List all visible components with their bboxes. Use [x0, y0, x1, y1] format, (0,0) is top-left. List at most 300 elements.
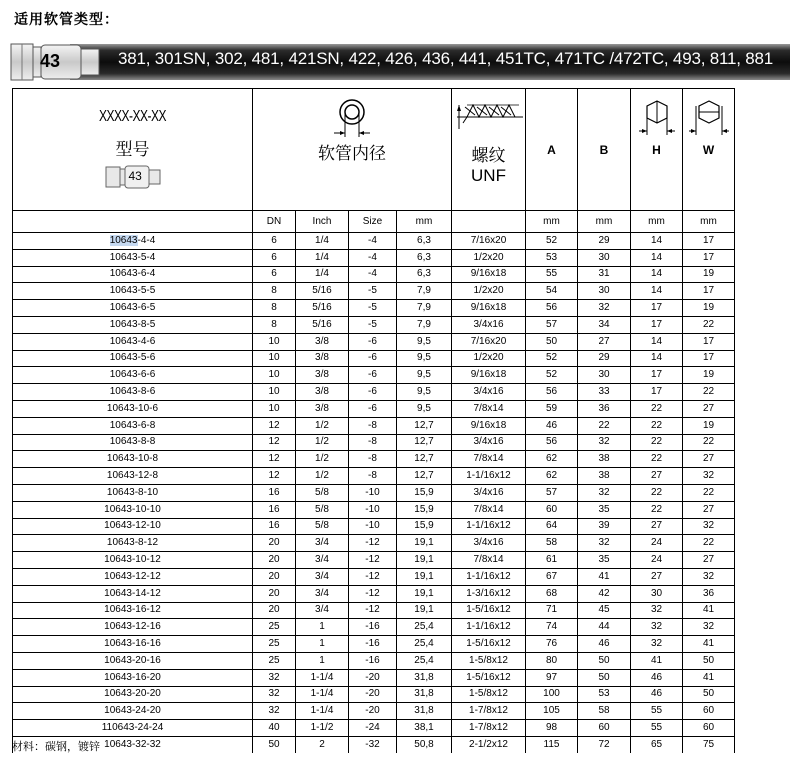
cell-dn: 8: [253, 300, 296, 317]
cell-h-mm: 55: [631, 720, 683, 737]
cell-size: -5: [349, 283, 397, 300]
unit-size: Size: [349, 211, 397, 233]
col-w-label: W: [702, 143, 715, 157]
cell-mm: 19,1: [397, 568, 452, 585]
cell-dn: 25: [253, 619, 296, 636]
cell-thread: 1-3/16x12: [452, 585, 526, 602]
cell-mm: 6,3: [397, 266, 452, 283]
cell-h-mm: 14: [631, 283, 683, 300]
cell-mm: 9,5: [397, 384, 452, 401]
cell-part-number: 10643-12-12: [13, 568, 253, 585]
cell-thread: 2-1/2x12: [452, 736, 526, 752]
cell-inch: 5/16: [296, 283, 349, 300]
cell-h-mm: 46: [631, 669, 683, 686]
cell-h-mm: 22: [631, 484, 683, 501]
cell-inch: 3/4: [296, 535, 349, 552]
cell-inch: 1-1/4: [296, 669, 349, 686]
cell-mm: 19,1: [397, 602, 452, 619]
cell-size: -24: [349, 720, 397, 737]
cell-inch: 2: [296, 736, 349, 752]
cell-a-mm: 60: [526, 501, 578, 518]
unit-b-mm: mm: [578, 211, 631, 233]
cell-h-mm: 22: [631, 417, 683, 434]
cell-inch: 3/8: [296, 367, 349, 384]
part-icon-label: 43: [128, 169, 142, 183]
cell-thread: 1-5/16x12: [452, 636, 526, 653]
cell-inch: 3/4: [296, 552, 349, 569]
cell-dn: 10: [253, 384, 296, 401]
cell-dn: 16: [253, 501, 296, 518]
table-row: [13, 686, 735, 703]
table-row: [13, 619, 735, 636]
cell-a-mm: 56: [526, 434, 578, 451]
cell-h-mm: 65: [631, 736, 683, 752]
cell-part-number: 10643-12-16: [13, 619, 253, 636]
cell-w-mm: 27: [683, 400, 735, 417]
cell-dn: 40: [253, 720, 296, 737]
table-row: [13, 249, 735, 266]
cell-dn: 32: [253, 686, 296, 703]
unit-dn: DN: [253, 211, 296, 233]
cell-mm: 19,1: [397, 535, 452, 552]
cell-thread: 1-7/8x12: [452, 703, 526, 720]
cell-a-mm: 54: [526, 283, 578, 300]
cell-part-number: 10643-5-5: [13, 283, 253, 300]
cell-part-number: 10643-8-8: [13, 434, 253, 451]
cell-mm: 25,4: [397, 619, 452, 636]
cell-part-number: 10643-32-32: [13, 736, 253, 752]
cell-thread: 7/8x14: [452, 400, 526, 417]
cell-mm: 25,4: [397, 652, 452, 669]
cell-inch: 5/16: [296, 300, 349, 317]
col-b-label: B: [599, 142, 609, 157]
part-label: 型号: [115, 140, 150, 159]
cell-mm: 7,9: [397, 300, 452, 317]
cell-mm: 15,9: [397, 501, 452, 518]
table-row: [13, 703, 735, 720]
cell-thread: 7/8x14: [452, 451, 526, 468]
cell-b-mm: 50: [578, 652, 631, 669]
cell-inch: 1/4: [296, 249, 349, 266]
cell-inch: 3/4: [296, 568, 349, 585]
cell-part-number-rest: -4-4: [137, 234, 156, 246]
cell-size: -16: [349, 652, 397, 669]
table-row: [13, 720, 735, 737]
header-part: [13, 89, 253, 211]
cell-h-mm: 24: [631, 552, 683, 569]
part-code: XXXX-XX-XX: [98, 106, 167, 126]
cell-size: -32: [349, 736, 397, 752]
cell-dn: 25: [253, 636, 296, 653]
cell-thread: 9/16x18: [452, 417, 526, 434]
cell-dn: 10: [253, 400, 296, 417]
cell-b-mm: 58: [578, 703, 631, 720]
cell-dn: 12: [253, 417, 296, 434]
cell-w-mm: 32: [683, 568, 735, 585]
cell-size: -8: [349, 451, 397, 468]
cell-size: -8: [349, 417, 397, 434]
cell-a-mm: 50: [526, 333, 578, 350]
cell-thread: 3/4x16: [452, 484, 526, 501]
cell-part-number: 10643-14-12: [13, 585, 253, 602]
table-row: [13, 669, 735, 686]
cell-h-mm: 14: [631, 333, 683, 350]
cell-b-mm: 35: [578, 552, 631, 569]
table-row: [13, 316, 735, 333]
cell-inch: 5/8: [296, 484, 349, 501]
table-row: [13, 652, 735, 669]
table-row: [13, 333, 735, 350]
cell-thread: 7/16x20: [452, 233, 526, 250]
unit-mm: mm: [397, 211, 452, 233]
cell-mm: 9,5: [397, 367, 452, 384]
cell-a-mm: 53: [526, 249, 578, 266]
cell-size: -8: [349, 468, 397, 485]
cell-thread: 1-1/16x12: [452, 568, 526, 585]
cell-inch: 5/8: [296, 518, 349, 535]
cell-inch: 3/8: [296, 384, 349, 401]
cell-dn: 25: [253, 652, 296, 669]
cell-a-mm: 76: [526, 636, 578, 653]
cell-mm: 12,7: [397, 417, 452, 434]
fitting-spec-table: [12, 88, 735, 753]
cell-dn: 20: [253, 568, 296, 585]
cell-h-mm: 22: [631, 451, 683, 468]
table-row: [13, 468, 735, 485]
cell-b-mm: 45: [578, 602, 631, 619]
cell-b-mm: 53: [578, 686, 631, 703]
spec-rows: [13, 233, 735, 753]
cell-b-mm: 46: [578, 636, 631, 653]
cell-a-mm: 115: [526, 736, 578, 752]
cell-thread: 1/2x20: [452, 350, 526, 367]
cell-inch: 1: [296, 636, 349, 653]
cell-mm: 7,9: [397, 283, 452, 300]
cell-size: -4: [349, 233, 397, 250]
cell-dn: 20: [253, 535, 296, 552]
cell-w-mm: 19: [683, 417, 735, 434]
cell-b-mm: 30: [578, 249, 631, 266]
cell-w-mm: 19: [683, 367, 735, 384]
cell-inch: 3/8: [296, 333, 349, 350]
selected-text: 10643: [109, 234, 138, 246]
page-title: 适用软管类型：: [14, 12, 119, 28]
table-row: [13, 585, 735, 602]
cell-w-mm: 50: [683, 686, 735, 703]
unit-part-blank: [13, 211, 253, 233]
cell-thread: 1-5/16x12: [452, 602, 526, 619]
cell-thread: 1-7/8x12: [452, 720, 526, 737]
cell-thread: 3/4x16: [452, 434, 526, 451]
cell-a-mm: 105: [526, 703, 578, 720]
cell-mm: 6,3: [397, 233, 452, 250]
cell-dn: 8: [253, 316, 296, 333]
cell-w-mm: 22: [683, 535, 735, 552]
cell-b-mm: 32: [578, 434, 631, 451]
cell-w-mm: 17: [683, 333, 735, 350]
cell-size: -12: [349, 602, 397, 619]
table-row: [13, 350, 735, 367]
cell-part-number: 10643-10-8: [13, 451, 253, 468]
cell-inch: 1/4: [296, 233, 349, 250]
table-row: [13, 518, 735, 535]
cell-mm: 25,4: [397, 636, 452, 653]
cell-b-mm: 60: [578, 720, 631, 737]
cell-a-mm: 67: [526, 568, 578, 585]
table-row: [13, 636, 735, 653]
cell-dn: 20: [253, 585, 296, 602]
cell-mm: 9,5: [397, 333, 452, 350]
cell-part-number: 10643-8-12: [13, 535, 253, 552]
cell-w-mm: 17: [683, 283, 735, 300]
cell-size: -20: [349, 669, 397, 686]
cell-h-mm: 14: [631, 233, 683, 250]
cell-part-number: 10643-8-6: [13, 384, 253, 401]
cell-h-mm: 17: [631, 384, 683, 401]
cell-size: -5: [349, 316, 397, 333]
cell-size: -10: [349, 501, 397, 518]
cell-b-mm: 22: [578, 417, 631, 434]
cell-w-mm: 17: [683, 233, 735, 250]
hose-types-text: 381, 301SN, 302, 481, 421SN, 422, 426, 436, 441, 451TC, 471TC /472TC, 493, 811, 881: [118, 49, 774, 68]
table-row: [13, 501, 735, 518]
cell-part-number: 10643-24-20: [13, 703, 253, 720]
cell-dn: 12: [253, 434, 296, 451]
header-h: [631, 89, 683, 211]
cell-mm: 12,7: [397, 468, 452, 485]
col-h-label: H: [652, 143, 661, 157]
cell-a-mm: 74: [526, 619, 578, 636]
table-row: [13, 384, 735, 401]
cell-part-number: 10643-8-5: [13, 316, 253, 333]
cell-h-mm: 32: [631, 602, 683, 619]
table-row: [13, 283, 735, 300]
cell-inch: 1-1/4: [296, 686, 349, 703]
cell-w-mm: 41: [683, 602, 735, 619]
cell-dn: 32: [253, 669, 296, 686]
material-note: 材料：碳钢，镀锌: [12, 740, 100, 753]
cell-inch: 3/8: [296, 400, 349, 417]
cell-a-mm: 98: [526, 720, 578, 737]
cell-dn: 6: [253, 266, 296, 283]
cell-a-mm: 52: [526, 233, 578, 250]
col-a-label: A: [547, 142, 556, 157]
cell-b-mm: 32: [578, 535, 631, 552]
hose-bore-icon: [322, 97, 382, 143]
header-hose-id: [253, 89, 452, 211]
cell-part-number: 10643-16-12: [13, 602, 253, 619]
cell-size: -12: [349, 585, 397, 602]
cell-thread: 1-5/8x12: [452, 686, 526, 703]
cell-a-mm: 59: [526, 400, 578, 417]
cell-mm: 12,7: [397, 434, 452, 451]
cell-b-mm: 39: [578, 518, 631, 535]
cell-thread: 7/16x20: [452, 333, 526, 350]
cell-dn: 6: [253, 249, 296, 266]
cell-w-mm: 22: [683, 484, 735, 501]
cell-w-mm: 36: [683, 585, 735, 602]
thread-label: 螺纹: [471, 146, 506, 165]
cell-h-mm: 22: [631, 501, 683, 518]
cell-size: -10: [349, 484, 397, 501]
cell-w-mm: 27: [683, 451, 735, 468]
cell-mm: 9,5: [397, 350, 452, 367]
hex-w-icon: [687, 95, 731, 139]
cell-mm: 50,8: [397, 736, 452, 752]
cell-dn: 20: [253, 552, 296, 569]
cell-thread: 1-1/16x12: [452, 468, 526, 485]
cell-b-mm: 32: [578, 484, 631, 501]
table-row: [13, 535, 735, 552]
cell-dn: 32: [253, 703, 296, 720]
hex-h-icon: [635, 95, 679, 139]
cell-b-mm: 35: [578, 501, 631, 518]
cell-dn: 6: [253, 233, 296, 250]
cell-part-number: 10643-10-12: [13, 552, 253, 569]
table-row: [13, 484, 735, 501]
cell-b-mm: 44: [578, 619, 631, 636]
cell-h-mm: 27: [631, 468, 683, 485]
thread-sub-label: UNF: [471, 166, 506, 185]
cell-inch: 1/2: [296, 451, 349, 468]
cell-a-mm: 61: [526, 552, 578, 569]
cell-dn: 50: [253, 736, 296, 752]
cell-mm: 19,1: [397, 552, 452, 569]
cell-w-mm: 32: [683, 468, 735, 485]
header-thread: [452, 89, 526, 211]
cell-h-mm: 32: [631, 619, 683, 636]
cell-h-mm: 22: [631, 434, 683, 451]
cell-w-mm: 32: [683, 619, 735, 636]
cell-a-mm: 97: [526, 669, 578, 686]
cell-a-mm: 56: [526, 300, 578, 317]
header-b: [578, 89, 631, 211]
part-fitting-icon: [105, 164, 161, 190]
cell-thread: 9/16x18: [452, 266, 526, 283]
cell-part-number: 10643-8-10: [13, 484, 253, 501]
cell-dn: 16: [253, 518, 296, 535]
unit-h-mm: mm: [631, 211, 683, 233]
cell-size: -6: [349, 350, 397, 367]
cell-a-mm: 46: [526, 417, 578, 434]
cell-dn: 10: [253, 333, 296, 350]
cell-a-mm: 62: [526, 451, 578, 468]
cell-inch: 1: [296, 619, 349, 636]
cell-part-number: [13, 233, 253, 250]
cell-h-mm: 14: [631, 249, 683, 266]
cell-part-number: 10643-6-8: [13, 417, 253, 434]
cell-h-mm: 41: [631, 652, 683, 669]
cell-inch: 1: [296, 652, 349, 669]
cell-dn: 10: [253, 350, 296, 367]
cell-h-mm: 27: [631, 568, 683, 585]
hose-type-banner: [10, 40, 790, 84]
cell-w-mm: 75: [683, 736, 735, 752]
cell-dn: 12: [253, 451, 296, 468]
cell-inch: 1/4: [296, 266, 349, 283]
cell-inch: 3/4: [296, 602, 349, 619]
cell-inch: 5/16: [296, 316, 349, 333]
cell-b-mm: 30: [578, 283, 631, 300]
cell-b-mm: 30: [578, 367, 631, 384]
cell-w-mm: 22: [683, 316, 735, 333]
cell-mm: 38,1: [397, 720, 452, 737]
cell-part-number: 10643-16-20: [13, 669, 253, 686]
cell-h-mm: 22: [631, 400, 683, 417]
cell-size: -6: [349, 384, 397, 401]
cell-a-mm: 100: [526, 686, 578, 703]
cell-b-mm: 32: [578, 300, 631, 317]
cell-a-mm: 57: [526, 484, 578, 501]
cell-b-mm: 41: [578, 568, 631, 585]
cell-h-mm: 17: [631, 367, 683, 384]
cell-b-mm: 27: [578, 333, 631, 350]
cell-h-mm: 14: [631, 350, 683, 367]
cell-a-mm: 58: [526, 535, 578, 552]
cell-mm: 15,9: [397, 518, 452, 535]
cell-size: -20: [349, 703, 397, 720]
cell-mm: 31,8: [397, 686, 452, 703]
cell-mm: 19,1: [397, 585, 452, 602]
cell-b-mm: 31: [578, 266, 631, 283]
cell-w-mm: 22: [683, 384, 735, 401]
cell-inch: 5/8: [296, 501, 349, 518]
cell-inch: 3/8: [296, 350, 349, 367]
cell-size: -6: [349, 367, 397, 384]
cell-w-mm: 50: [683, 652, 735, 669]
table-row: [13, 300, 735, 317]
cell-h-mm: 30: [631, 585, 683, 602]
cell-part-number: 10643-6-5: [13, 300, 253, 317]
cell-part-number: 10643-5-4: [13, 249, 253, 266]
cell-dn: 8: [253, 283, 296, 300]
table-row: [13, 400, 735, 417]
cell-w-mm: 17: [683, 350, 735, 367]
cell-part-number: 10643-10-6: [13, 400, 253, 417]
cell-part-number: 10643-4-6: [13, 333, 253, 350]
unit-inch: Inch: [296, 211, 349, 233]
table-row: [13, 451, 735, 468]
fitting-label: 43: [40, 51, 61, 71]
cell-mm: 12,7: [397, 451, 452, 468]
cell-thread: 3/4x16: [452, 384, 526, 401]
cell-a-mm: 52: [526, 350, 578, 367]
cell-a-mm: 57: [526, 316, 578, 333]
cell-b-mm: 29: [578, 350, 631, 367]
cell-b-mm: 72: [578, 736, 631, 752]
cell-w-mm: 27: [683, 501, 735, 518]
table-row: [13, 568, 735, 585]
cell-part-number: 10643-20-20: [13, 686, 253, 703]
table-row: [13, 367, 735, 384]
cell-w-mm: 41: [683, 636, 735, 653]
cell-size: -6: [349, 333, 397, 350]
cell-thread: 3/4x16: [452, 535, 526, 552]
header-w: [683, 89, 735, 211]
cell-size: -12: [349, 535, 397, 552]
cell-inch: 1/2: [296, 434, 349, 451]
cell-a-mm: 56: [526, 384, 578, 401]
table-row: [13, 602, 735, 619]
cell-h-mm: 46: [631, 686, 683, 703]
cell-b-mm: 38: [578, 468, 631, 485]
cell-dn: 20: [253, 602, 296, 619]
cell-size: -8: [349, 434, 397, 451]
cell-part-number: 10643-12-10: [13, 518, 253, 535]
cell-b-mm: 34: [578, 316, 631, 333]
table-row: [13, 736, 735, 752]
cell-b-mm: 33: [578, 384, 631, 401]
